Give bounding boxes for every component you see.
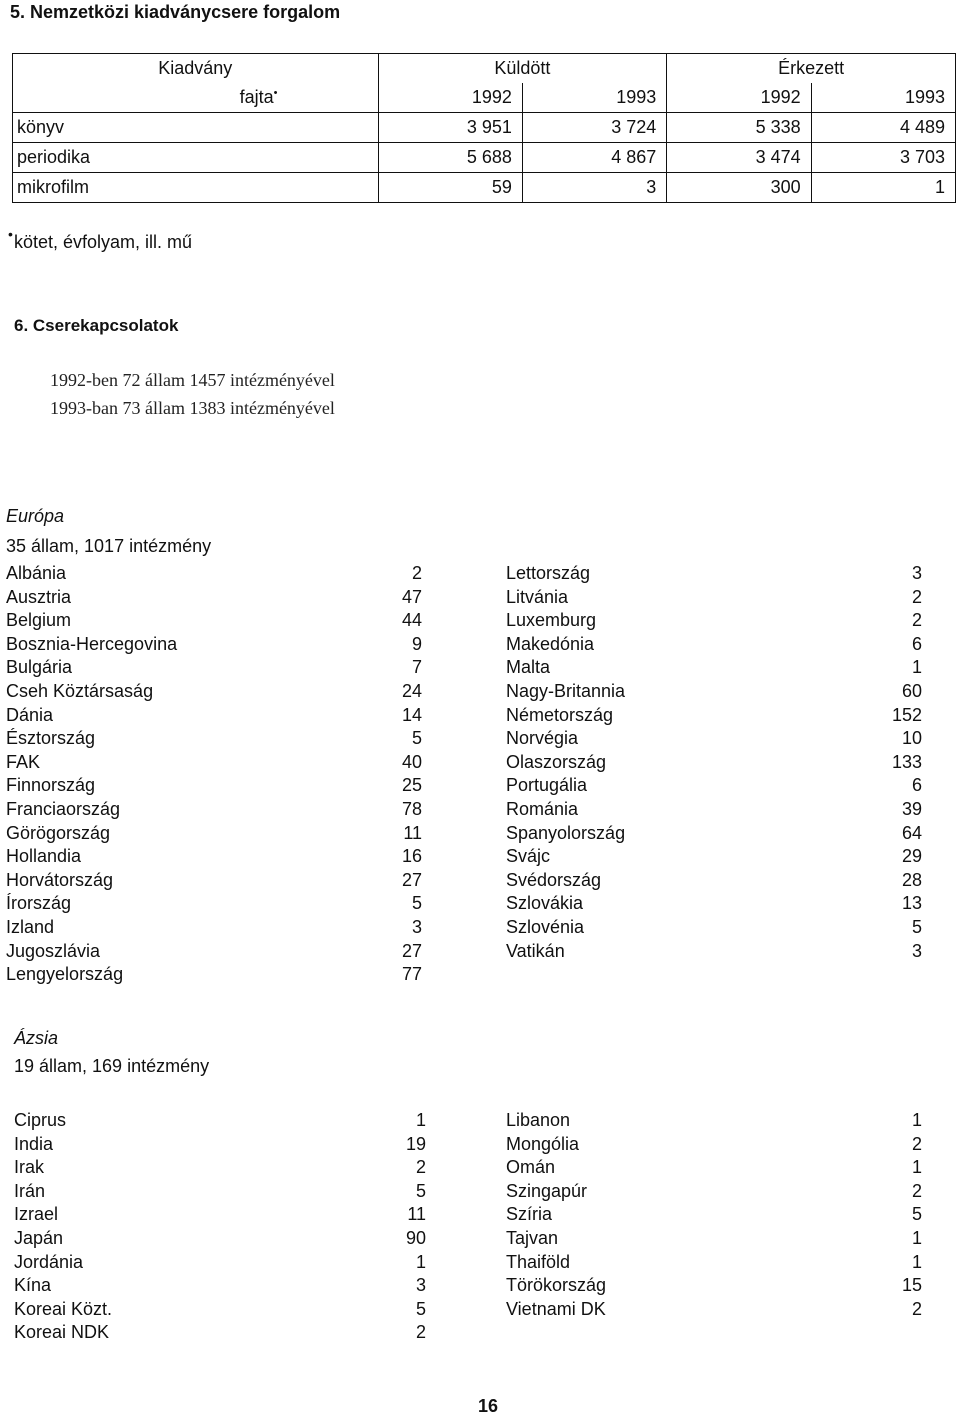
country-name: Írország <box>6 893 72 914</box>
list-item <box>6 893 422 917</box>
country-name: Görögország <box>6 822 111 843</box>
country-name: FAK <box>6 751 41 772</box>
institution-count: 3 <box>411 916 422 937</box>
list-item <box>506 705 922 729</box>
country-name: Svájc <box>506 846 551 867</box>
institution-count: 27 <box>401 940 422 961</box>
country-name: Thaiföld <box>506 1251 571 1272</box>
page-number: 16 <box>478 1396 499 1416</box>
list-item <box>506 799 922 823</box>
country-name: Bulgária <box>6 657 73 678</box>
institution-count: 3 <box>911 563 922 583</box>
institution-count: 5 <box>911 916 922 937</box>
country-name: India <box>14 1133 54 1154</box>
list-item <box>506 1110 922 1134</box>
institution-count: 24 <box>401 680 422 701</box>
region-title-europe: Európa <box>6 506 65 526</box>
list-item <box>506 728 922 752</box>
row-label: könyv <box>13 113 379 143</box>
country-name: Jordánia <box>14 1251 84 1272</box>
country-name: Bosznia-Hercegovina <box>6 633 178 654</box>
list-item <box>6 917 422 941</box>
list-item <box>506 657 922 681</box>
institution-count: 2 <box>911 1133 922 1154</box>
country-name: Luxemburg <box>506 610 597 631</box>
list-item <box>506 846 922 870</box>
list-item <box>506 823 922 847</box>
country-name: Makedónia <box>506 633 595 654</box>
europe-right-list <box>506 563 922 964</box>
cell-value: 3 474 <box>667 143 811 173</box>
list-item <box>6 610 422 634</box>
country-name: Cseh Köztársaság <box>6 680 154 701</box>
footnote-marker: • <box>8 226 13 242</box>
country-name: Hollandia <box>6 846 82 867</box>
country-name: Szingapúr <box>506 1180 588 1201</box>
list-item <box>506 1275 922 1299</box>
list-item <box>6 799 422 823</box>
country-name: Spanyolország <box>506 822 626 843</box>
header-year: 1992 <box>378 83 522 113</box>
institution-count: 3 <box>415 1275 426 1296</box>
list-item <box>506 1252 922 1276</box>
institution-count: 5 <box>415 1298 426 1319</box>
asia-right-list <box>506 1110 922 1322</box>
list-item <box>14 1322 426 1346</box>
list-item <box>14 1228 426 1252</box>
cell-value: 3 724 <box>522 113 666 143</box>
country-name: Omán <box>506 1157 556 1178</box>
institution-count: 2 <box>911 586 922 607</box>
list-item <box>506 917 922 941</box>
cell-value: 5 338 <box>667 113 811 143</box>
institution-count: 28 <box>901 869 922 890</box>
institution-count: 2 <box>911 1298 922 1319</box>
country-name: Malta <box>506 657 551 678</box>
country-name: Vatikán <box>506 940 565 961</box>
list-item <box>6 823 422 847</box>
row-label: periodika <box>13 143 379 173</box>
institution-count: 1 <box>911 1157 922 1178</box>
list-item <box>14 1134 426 1158</box>
table-row <box>13 143 956 173</box>
table-row <box>13 113 956 143</box>
country-name: Koreai Közt. <box>14 1298 113 1319</box>
list-item <box>6 728 422 752</box>
country-name: Ausztria <box>6 586 72 607</box>
institution-count: 1 <box>911 1110 922 1130</box>
institution-count: 64 <box>901 822 922 843</box>
institution-count: 11 <box>403 822 422 843</box>
cell-value: 3 <box>522 173 666 203</box>
cell-value: 1 <box>811 173 955 203</box>
institution-count: 1 <box>911 1227 922 1248</box>
institution-count: 6 <box>911 775 922 796</box>
institution-count: 19 <box>405 1133 426 1154</box>
institution-count: 6 <box>911 633 922 654</box>
country-name: Nagy-Britannia <box>506 680 626 701</box>
cell-value: 5 688 <box>378 143 522 173</box>
list-item <box>6 846 422 870</box>
institution-count: 27 <box>401 869 422 890</box>
institution-count: 10 <box>901 728 922 749</box>
institution-count: 77 <box>401 964 422 985</box>
country-name: Irak <box>14 1157 45 1178</box>
list-item <box>506 1157 922 1181</box>
institution-count: 39 <box>901 798 922 819</box>
institution-count: 15 <box>901 1275 922 1296</box>
list-item <box>506 1204 922 1228</box>
header-year: 1993 <box>522 83 666 113</box>
institution-count: 3 <box>911 940 922 961</box>
list-item <box>6 587 422 611</box>
institution-count: 11 <box>407 1204 426 1225</box>
country-name: Németország <box>506 704 614 725</box>
institution-count: 7 <box>411 657 422 678</box>
list-item <box>14 1204 426 1228</box>
cell-value: 59 <box>378 173 522 203</box>
list-item <box>506 634 922 658</box>
institution-count: 1 <box>911 657 922 678</box>
institution-count: 14 <box>401 704 422 725</box>
country-name: Svédország <box>506 869 602 890</box>
region-title-asia: Ázsia <box>14 1028 59 1048</box>
cell-value: 4 867 <box>522 143 666 173</box>
country-name: Mongólia <box>506 1133 580 1154</box>
header-erkezett: Érkezett <box>667 54 956 84</box>
header-year: 1993 <box>811 83 955 113</box>
institution-count: 2 <box>911 610 922 631</box>
region-count-asia: 19 állam, 169 intézmény <box>14 1056 210 1076</box>
list-item <box>6 705 422 729</box>
institution-count: 40 <box>401 751 422 772</box>
list-item <box>506 1228 922 1252</box>
list-item <box>506 610 922 634</box>
asia-left-list <box>14 1110 426 1346</box>
table-header-years-row <box>13 83 956 113</box>
country-name: Finnország <box>6 775 96 796</box>
list-item <box>6 752 422 776</box>
list-item <box>506 775 922 799</box>
list-item <box>14 1275 426 1299</box>
country-name: Jugoszlávia <box>6 940 101 961</box>
list-item <box>14 1110 426 1134</box>
institution-count: 5 <box>411 728 422 749</box>
summary-line: 1992-ben 72 állam 1457 intézményével <box>50 370 335 390</box>
country-name: Tajvan <box>506 1227 559 1248</box>
list-item <box>14 1157 426 1181</box>
header-kuldott: Küldött <box>378 54 667 84</box>
country-name: Franciaország <box>6 798 121 819</box>
institution-count: 152 <box>891 704 922 725</box>
institution-count: 133 <box>891 751 922 772</box>
country-name: Belgium <box>6 610 72 631</box>
country-name: Törökország <box>506 1275 607 1296</box>
cell-value: 3 703 <box>811 143 955 173</box>
country-name: Albánia <box>6 563 67 583</box>
region-count-europe: 35 állam, 1017 intézmény <box>6 536 212 556</box>
institution-count: 13 <box>901 893 922 914</box>
institution-count: 1 <box>415 1110 426 1130</box>
institution-count: 1 <box>911 1251 922 1272</box>
institution-count: 1 <box>415 1251 426 1272</box>
country-name: Észtország <box>6 728 96 749</box>
country-name: Románia <box>506 798 579 819</box>
institution-count: 5 <box>911 1204 922 1225</box>
list-item <box>506 1299 922 1323</box>
list-item <box>506 1181 922 1205</box>
institution-count: 29 <box>901 846 922 867</box>
country-name: Irán <box>14 1180 46 1201</box>
country-name: Litvánia <box>506 586 569 607</box>
cell-value: 4 489 <box>811 113 955 143</box>
country-name: Japán <box>14 1227 64 1248</box>
country-name: Izrael <box>14 1204 59 1225</box>
cell-value: 3 951 <box>378 113 522 143</box>
list-item <box>6 634 422 658</box>
header-kiadvany: Kiadvány <box>13 54 379 84</box>
header-fajta: fajta• <box>13 83 379 113</box>
list-item <box>506 587 922 611</box>
list-item <box>14 1299 426 1323</box>
country-name: Norvégia <box>506 728 579 749</box>
header-year: 1992 <box>667 83 811 113</box>
institution-count: 47 <box>401 586 422 607</box>
country-name: Olaszország <box>506 751 607 772</box>
institution-count: 2 <box>415 1157 426 1178</box>
list-item <box>506 941 922 965</box>
list-item <box>14 1252 426 1276</box>
list-item <box>6 657 422 681</box>
institution-count: 5 <box>415 1180 426 1201</box>
section-6-title: 6. Cserekapcsolatok <box>14 316 179 335</box>
country-name: Horvátország <box>6 869 114 890</box>
list-item <box>506 681 922 705</box>
institution-count: 2 <box>911 1180 922 1201</box>
list-item <box>6 941 422 965</box>
list-item <box>6 964 422 988</box>
country-name: Libanon <box>506 1110 571 1130</box>
list-item <box>6 681 422 705</box>
country-name: Vietnami DK <box>506 1298 606 1319</box>
institution-count: 9 <box>411 633 422 654</box>
country-name: Szíria <box>506 1204 553 1225</box>
list-item <box>506 752 922 776</box>
list-item <box>6 870 422 894</box>
europe-left-list <box>6 563 422 988</box>
table-header-row <box>13 54 956 84</box>
summary-line: 1993-ban 73 állam 1383 intézményével <box>50 398 335 418</box>
list-item <box>506 893 922 917</box>
institution-count: 90 <box>405 1227 426 1248</box>
institution-count: 2 <box>415 1322 426 1343</box>
country-name: Szlovénia <box>506 916 585 937</box>
institution-count: 44 <box>401 610 422 631</box>
institution-count: 60 <box>901 680 922 701</box>
country-name: Koreai NDK <box>14 1322 110 1343</box>
institution-count: 2 <box>411 563 422 583</box>
list-item <box>506 563 922 587</box>
country-name: Kína <box>14 1275 52 1296</box>
row-label: mikrofilm <box>13 173 379 203</box>
country-name: Lengyelország <box>6 964 124 985</box>
section-5-title: 5. Nemzetközi kiadványcsere forgalom <box>10 2 341 22</box>
institution-count: 78 <box>401 798 422 819</box>
institution-count: 5 <box>411 893 422 914</box>
country-name: Izland <box>6 916 55 937</box>
table-row <box>13 173 956 203</box>
list-item <box>506 1134 922 1158</box>
country-name: Lettország <box>506 563 591 583</box>
cell-value: 300 <box>667 173 811 203</box>
institution-count: 25 <box>401 775 422 796</box>
list-item <box>14 1181 426 1205</box>
list-item <box>6 775 422 799</box>
country-name: Szlovákia <box>506 893 584 914</box>
country-name: Dánia <box>6 704 54 725</box>
exchange-table <box>12 53 956 203</box>
list-item <box>506 870 922 894</box>
country-name: Ciprus <box>14 1110 67 1130</box>
footnote: kötet, évfolyam, ill. mű <box>14 232 193 252</box>
list-item <box>6 563 422 587</box>
country-name: Portugália <box>506 775 588 796</box>
institution-count: 16 <box>401 846 422 867</box>
